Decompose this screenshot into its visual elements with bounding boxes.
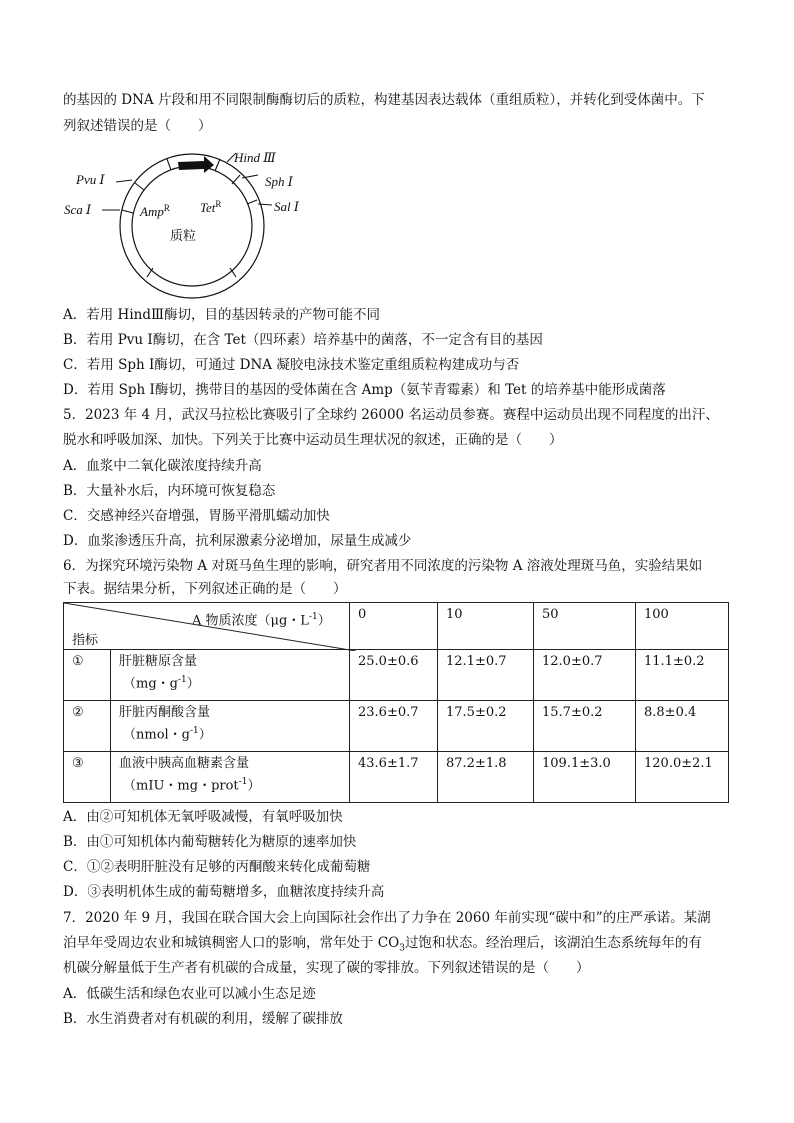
q4-option-b: B．若用 Pvu Ⅰ酶切，在含 Tet（四环素）培养基中的菌落，不一定含有目的基因 <box>63 332 543 348</box>
cell-value: 25.0±0.6 <box>350 650 438 701</box>
header-concentration-label: A 物质浓度（μg・$L^{-1}$） <box>192 612 331 629</box>
plasmid-name: 质粒 <box>170 228 197 243</box>
plasmid-diagram <box>60 148 320 308</box>
q5-option-d: D．血浆渗透压升高，抗利尿激素分泌增加，尿量生成减少 <box>63 533 412 549</box>
q5-option-b: B．大量补水后，内环境可恢复稳态 <box>63 483 276 499</box>
q7-option-b: B．水生消费者对有机碳的利用，缓解了碳排放 <box>63 1011 343 1027</box>
cell-value: 87.2±1.8 <box>438 752 534 803</box>
row-number: ③ <box>64 752 111 803</box>
row-indicator: 肝脏丙酮酸含量 （nmol・$g^{-1}$） <box>111 701 350 752</box>
results-table <box>63 602 729 803</box>
row-indicator: 血液中胰高血糖素含量 （mIU・mg・prot$^{-1}$） <box>111 752 350 803</box>
site-sal-label: Sal Ⅰ <box>274 199 299 214</box>
cell-value: 17.5±0.2 <box>438 701 534 752</box>
cell-value: 12.0±0.7 <box>534 650 636 701</box>
table-row <box>64 701 729 752</box>
header-conc-10: 10 <box>438 603 534 650</box>
q7-stem-line1: 7．2020 年 9 月，我国在联合国大会上向国际社会作出了力争在 2060 年前实现“碳中和”的庄严承诺。某湖 <box>63 910 711 926</box>
cell-value: 11.1±0.2 <box>636 650 729 701</box>
header-conc-100: 100 <box>636 603 729 650</box>
q6-option-d: D．③表明机体生成的葡萄糖增多，血糖浓度持续升高 <box>63 884 385 900</box>
q6-stem-line1: 6．为探究环境污染物 A 对斑马鱼生理的影响，研究者用不同浓度的污染物 A 溶液处理斑马鱼，实验结果如 <box>63 558 703 574</box>
row-number: ① <box>64 650 111 701</box>
site-hind-label: Hind Ⅲ <box>234 150 276 165</box>
cell-value: 43.6±1.7 <box>350 752 438 803</box>
q4-option-c: C．若用 Sph Ⅰ酶切，可通过 DNA 凝胶电泳技术鉴定重组质粒构建成功与否 <box>63 357 520 373</box>
q7-stem-line2: 泊早年受周边农业和城镇稠密人口的影响，常年处于 $CO_3$过饱和状态。经治理后，该湖泊生态系统每年的有 <box>63 935 702 954</box>
cell-value: 120.0±2.1 <box>636 752 729 803</box>
header-indicator-label: 指标 <box>72 633 99 648</box>
q6-stem-line2: 下表。据结果分析，下列叙述正确的是（ ） <box>63 581 347 597</box>
q5-option-a: A．血浆中二氧化碳浓度持续升高 <box>63 458 262 474</box>
q5-option-c: C．交感神经兴奋增强，胃肠平滑肌蠕动加快 <box>63 508 330 524</box>
table-row <box>64 752 729 803</box>
cell-value: 23.6±0.7 <box>350 701 438 752</box>
cell-value: 109.1±3.0 <box>534 752 636 803</box>
cell-value: 15.7±0.2 <box>534 701 636 752</box>
q7-stem-line3: 机碳分解量低于生产者有机碳的合成量，实现了碳的零排放。下列叙述错误的是（ ） <box>63 960 590 976</box>
gene-amp-label: Amp$^R$ <box>140 203 170 219</box>
table-row <box>64 650 729 701</box>
q6-option-b: B．由①可知机体内葡萄糖转化为糖原的速率加快 <box>63 834 357 850</box>
promoter-arrow <box>178 156 214 173</box>
cell-value: 12.1±0.7 <box>438 650 534 701</box>
row-indicator: 肝脏糖原含量 （mg・$g^{-1}$） <box>111 650 350 701</box>
gene-tet-label: Tet$^R$ <box>200 199 222 215</box>
q6-option-c: C．①②表明肝脏没有足够的丙酮酸来转化成葡萄糖 <box>63 859 371 875</box>
row-number: ② <box>64 701 111 752</box>
header-conc-50: 50 <box>534 603 636 650</box>
q4-stem-line1: 的基因的 DNA 片段和用不同限制酶酶切后的质粒，构建基因表达载体（重组质粒），并转化到受体菌中。下 <box>63 92 705 108</box>
q5-stem-line2: 脱水和呼吸加深、加快。下列关于比赛中运动员生理状况的叙述，正确的是（ ） <box>63 432 563 448</box>
site-sca-label: Sca Ⅰ <box>64 202 92 217</box>
q6-option-a: A．由②可知机体无氧呼吸减慢，有氧呼吸加快 <box>63 809 343 825</box>
header-conc-0: 0 <box>350 603 438 650</box>
q4-option-d: D．若用 Sph Ⅰ酶切，携带目的基因的受体菌在含 Amp（氨苄青霉素）和 Tet 的培养基中能形成菌落 <box>63 382 666 398</box>
q7-option-a: A．低碳生活和绿色农业可以减小生态足迹 <box>63 986 316 1002</box>
q5-stem-line1: 5．2023 年 4 月，武汉马拉松比赛吸引了全球约 26000 名运动员参赛。赛程中运动员出现不同程度的出汗、 <box>63 407 719 423</box>
site-pvu-label: Pvu Ⅰ <box>76 172 105 187</box>
table-header-diagonal-cell <box>64 603 350 650</box>
cell-value: 8.8±0.4 <box>636 701 729 752</box>
site-sph-label: Sph Ⅰ <box>265 174 293 189</box>
q4-stem-line2: 列叙述错误的是（ ） <box>63 118 212 134</box>
q4-option-a: A．若用 HindⅢ酶切，目的基因转录的产物可能不同 <box>63 307 380 323</box>
